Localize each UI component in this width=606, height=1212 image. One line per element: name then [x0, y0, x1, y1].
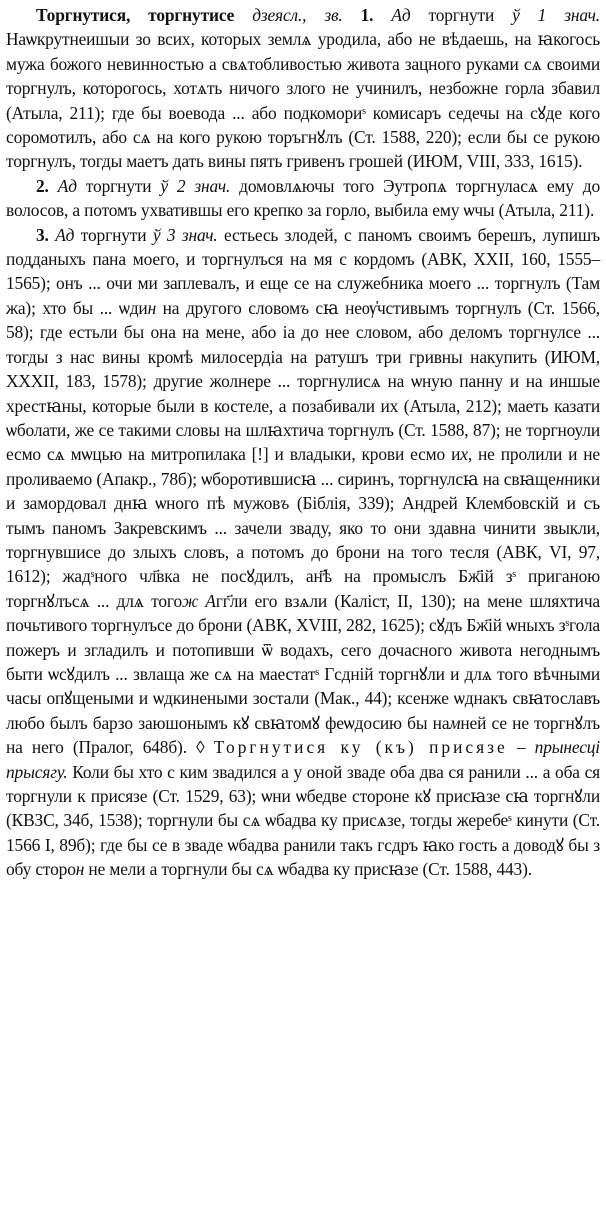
text-segment: ники и заморд — [6, 468, 600, 514]
italic-segment: ъ — [299, 297, 309, 318]
italic-segment: х — [460, 444, 468, 465]
text-segment: домовлѧючы того Эутропѧ торгнуласѧ ему до волосов, а потомъ ухватившы его крепко за горло, выбила ему ѡчы (Атыла, 211). — [6, 175, 601, 221]
italic-segment: ъ — [280, 493, 290, 514]
text-segment: Наѡкрутнеишыи зо всих, которых землѧ уродила, або не вѣдаешь, на ꙗкогось мужа божого невинностью а свѧтобливостью живота зацного руками сѧ своими торгнулъ, которогось, хотѧть ничого злого не учинилъ, незбожне горла збавил (Атыла, 211); где бы воевода ... або подкомориˢ комисаръ седечы на сꙋде кого соромотилъ, або сѧ на кого рукою торъгнꙋлъ (Ст. 1588, 220); если бы се рукою торгнулъ, тогды маетъ дать вины пять гривенъ грошей (ИЮМ, VIII, 333, 1615). — [6, 29, 600, 172]
headword: Торгнутися, торгнутисе — [36, 5, 235, 25]
sense-number: 3. — [36, 224, 49, 245]
italic-segment: н — [147, 297, 157, 318]
text-segment: естьесь злодей, с паномъ своимъ берешъ, лупишъ подданыхъ пана моего, и торгнулъся на мя с кордомъ (АВК, XXII, 160, 1555–1565); онъ ... очи ми заплевалъ, и еще се на служебника моего ... торгнулъ (Там жа); хто бы ... ѡди — [6, 224, 600, 318]
text-segment: Коли бы хто с ким звадился а у оной зваде оба два ся ранили ... а оба ся торгнули к присязе (Ст. 1529, 63); ѡни ѡбедве стороне кꙋ присꙗзе сꙗ торгнꙋли (КВЗС, 34б, 1538); торгнули бы сѧ ѡбадва ку присѧзе, тогды жеребеˢ кинути (Ст. 1566 I, 89б); где бы се в зваде ѡбадва ранили такъ гсдръ ꙗко гость а доводꙋ бы з обу сторо — [6, 761, 600, 880]
italic-segment: ў 3 знач. — [152, 224, 218, 245]
spaced-phrase: Торгнутися ку (къ) присязе — [213, 737, 508, 758]
italic-segment: Ад — [55, 224, 75, 245]
italic-segment: А — [205, 590, 216, 611]
text-segment: торгнути — [410, 5, 513, 25]
text-segment: не мели а торгнули бы сѧ ѡбадва ку присꙗзе (Ст. 1588, 443). — [84, 859, 532, 880]
text-segment: , не пролили и не проливаемо (Апакр., 78б); ѡборотившисꙗ ... сиринъ, торгнулсꙗ на свꙗще — [6, 444, 601, 489]
italic-segment: ў 2 знач. — [160, 175, 231, 196]
italic-segment: Ад — [391, 5, 411, 25]
grammar-label: дзеясл., зв. — [252, 5, 343, 25]
italic-segment: прынесці прысягу. — [6, 737, 600, 782]
text-segment: (Біблія, 339); Андрей Клембовскій и съ тымъ паномъ Закревскимъ ... зачели звaду, яко то они здавна чинити звыкли, торгнувшисе до злыхъ словъ, а потомъ до брони на того тесля (АВК, VI, 97, 1612); жадˢного чл҃вка не посꙋдилъ, ан҃ѣ на промыслъ Бж҃ій зˢ приганою торгнꙋлъсѧ ... длѧ того — [6, 493, 600, 611]
text-segment: на другого словом — [156, 297, 300, 318]
entry-paragraph-3 — [6, 223, 600, 882]
text-segment: ней се не торгнꙋлъ на него (Пралог, 648б). ◊ — [6, 712, 600, 758]
italic-segment: ў 1 знач. — [512, 5, 600, 25]
text-segment — [49, 176, 58, 196]
para-body — [6, 176, 600, 220]
text-segment: торгнути — [76, 175, 161, 196]
italic-segment: н — [75, 859, 85, 880]
text-segment: – — [507, 737, 535, 758]
italic-segment: ж — [181, 590, 199, 611]
text-segment: торгнути — [74, 224, 153, 245]
entry-paragraph-1 — [6, 3, 600, 174]
italic-segment: н — [555, 468, 565, 489]
entry-paragraph-2 — [6, 174, 600, 223]
para-body — [6, 225, 600, 880]
sense-number: 2. — [36, 175, 49, 196]
italic-segment: о — [73, 493, 83, 514]
para-body — [6, 5, 600, 171]
text-segment — [373, 5, 391, 25]
text-segment: гг҃ли его взѧли (Каліст, II, 130); на мене шляхтича почьтивого торгнулъсе до брони (АВК, XVIII, 282, 1625); сꙋдъ Бж҃ій ѡныхъ зˢгола пожеръ и згладилъ и потопивши ѿ водахъ, сего дочасного живота негоднымъ быти ѡсꙋдилъ ... звлаща же сѧ на маестатˢ Гсдній торгнꙋли и длѧ того вѣчными часы опꙋщеными и ѡдкинеными зостали (Мак., 44); ксенже ѡднакъ свꙗтославъ любо былъ барзо заюшонымъ кꙋ свꙗтомꙋ феѡдосию бы на — [6, 590, 600, 733]
italic-segment: м — [449, 712, 461, 733]
text-segment: сꙗ неѹ҆чстивымъ торгнулъ (Ст. 1566, 58); где естьли бы она на мене, або iа до нее словом, або деломъ торгнулсе ... тогды з нас вины кромѣ милосердiа на ратушъ три гривны накупить (ИЮМ, XXXII, 183, 1578); другие жолнере ... торгнулисѧ на ѡную панну и на иншые хрестꙗны, которые были в костеле, а позабивали их (Атыла, 212); маеть казати ѡболати, же се такими словы на шлꙗхтича торгнулъ (Ст. 1588, 87); не торгноули есмо сѧ мѡцью на митропилака [!] и владыки, крови есмо и — [6, 297, 600, 465]
sense-number: 1. — [360, 5, 374, 25]
italic-segment: Ад — [57, 175, 77, 196]
text-segment: вал днꙗ ѡного пѣ мужов — [82, 493, 281, 514]
